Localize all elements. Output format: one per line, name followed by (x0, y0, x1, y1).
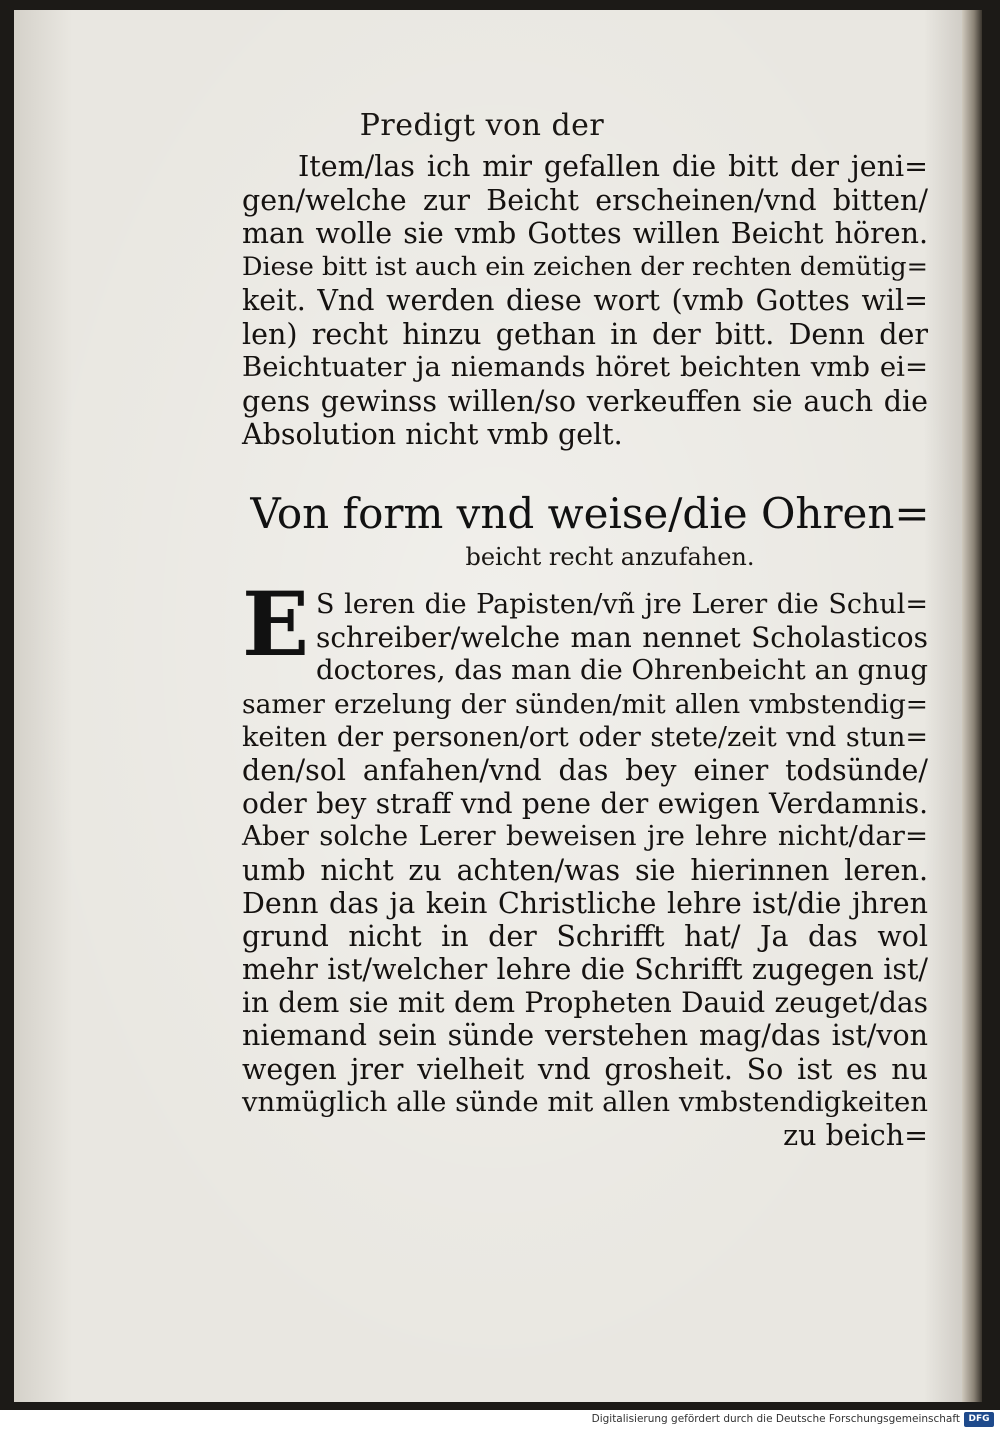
drop-cap: E (242, 572, 310, 676)
section-heading-block (250, 488, 930, 572)
text-line: umb nicht zu achten/was sie hierinnen leren. (242, 853, 928, 887)
text-line: den/sol anfahen/vnd das bey einer todsünde/ (242, 753, 928, 787)
section-subheading: beicht recht anzufahen. (465, 543, 755, 571)
text-line: Item/las ich mir gefallen die bitt der jeni= (298, 150, 928, 183)
text-line: oder bey straff vnd pene der ewigen Verdamnis. (242, 787, 928, 821)
text-line: doctores, das man die Ohrenbeicht an gnug (316, 654, 928, 687)
running-head: Predigt von der (359, 108, 605, 143)
funding-credit: Digitalisierung gefördert durch die Deutsche Forschungsgemeinschaft (591, 1413, 960, 1425)
text-line: gen/welche zur Beicht erscheinen/vnd bitten/ (242, 183, 928, 217)
text-line: grund nicht in der Schrifft hat/ Ja das wol (242, 919, 928, 953)
text-line: in dem sie mit dem Propheten Dauid zeuget/das (242, 986, 928, 1020)
paragraph-2 (242, 572, 928, 1152)
text-line: keiten der personen/ort oder stete/zeit vnd stun= (242, 721, 928, 753)
text-line: man wolle sie vmb Gottes willen Beicht hören. (242, 217, 928, 250)
page-edge (962, 10, 982, 1402)
text-line: niemand sein sünde verstehen mag/das ist/von (242, 1019, 928, 1053)
text-line: schreiber/welche man nennet Scholasticos (316, 621, 928, 655)
text-line: Absolution nicht vmb gelt. (242, 418, 623, 451)
text-line: vnmüglich alle sünde mit allen vmbstendigkeiten (242, 1085, 928, 1118)
catchword: zu beich= (783, 1119, 928, 1152)
text-line: Diese bitt ist auch ein zeichen der rechten demütig= (242, 251, 928, 282)
text-line: Denn das ja kein Christliche lehre ist/die jhren (242, 886, 928, 920)
paragraph-1 (242, 150, 928, 452)
text-line: Aber solche Lerer beweisen jre lehre nicht/dar= (242, 820, 928, 853)
text-line: S leren die Papisten/vñ jre Lerer die Schul= (316, 589, 928, 620)
text-line: len) recht hinzu gethan in der bitt. Denn der (242, 317, 928, 351)
section-heading: Von form vnd weise/die Ohren= (250, 489, 930, 538)
dfg-logo-icon: DFG (964, 1412, 994, 1427)
text-line: mehr ist/welcher lehre die Schrifft zugegen ist/ (242, 953, 928, 987)
text-line: keit. Vnd werden diese wort (vmb Gottes wil= (242, 284, 928, 317)
text-line: gens gewinss willen/so verkeuffen sie auch die (242, 384, 928, 418)
footer-bar (0, 1410, 1000, 1431)
text-line: samer erzelung der sünden/mit allen vmbstendig= (242, 688, 928, 720)
text-line: wegen jrer vielheit vnd grosheit. So ist es nu (242, 1052, 928, 1086)
text-line: Beichtuater ja niemands höret beichten vmb ei= (242, 351, 928, 383)
